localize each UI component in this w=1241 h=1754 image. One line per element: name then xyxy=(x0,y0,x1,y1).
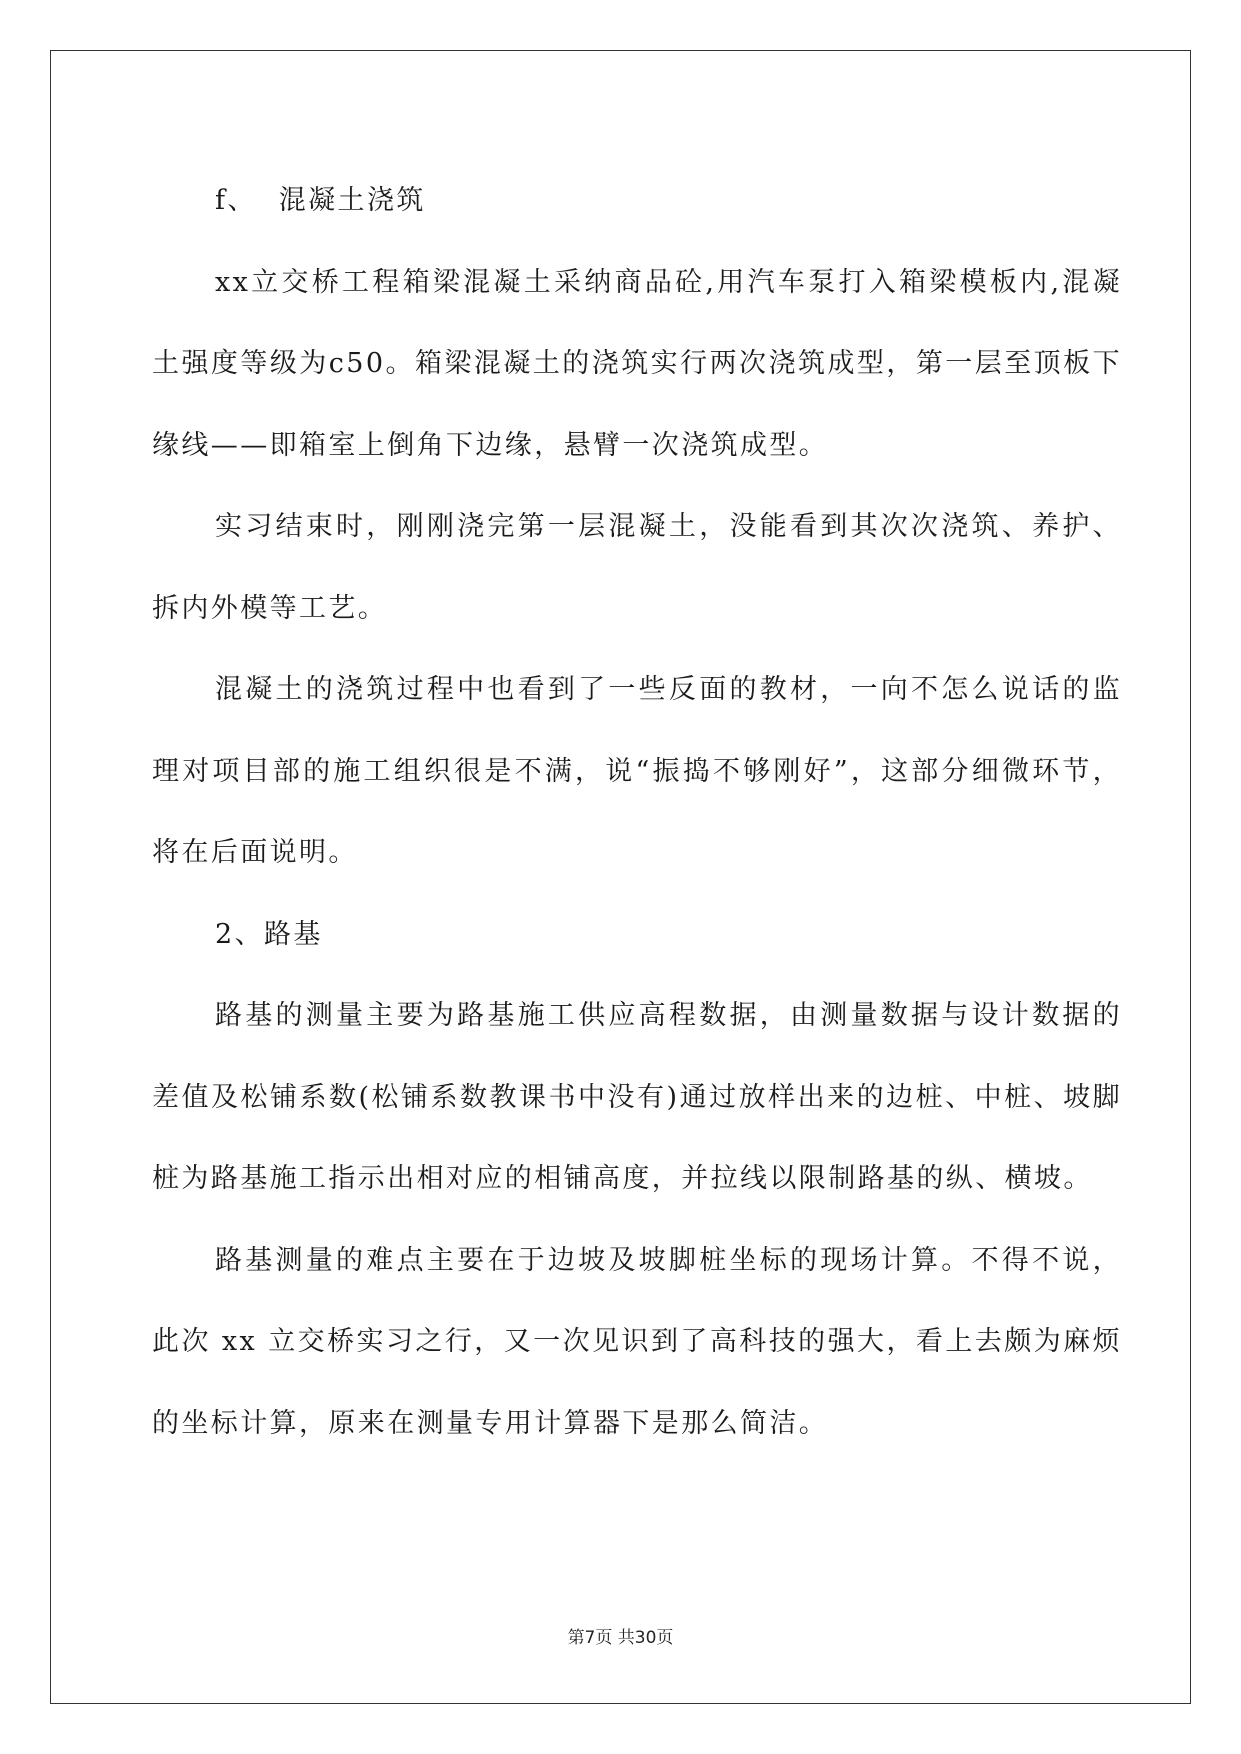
paragraph: 路基测量的难点主要在于边坡及坡脚桩坐标的现场计算。不得不说，此次 xx 立交桥实习之行，又一次见识到了高科技的强大，看上去颇为麻烦的坐标计算，原来在测量专用计算器下是那么简洁。 xyxy=(152,1244,1122,1439)
paragraph: xx立交桥工程箱梁混凝土采纳商品砼,用汽车泵打入箱梁模板内,混凝土强度等级为c50。箱梁混凝土的浇筑实行两次浇筑成型，第一层至顶板下缘线——即箱室上倒角下边缘，悬臂一次浇筑成型。 xyxy=(152,266,1122,461)
paragraph: 混凝土的浇筑过程中也看到了一些反面的教材，一向不怎么说话的监理对项目部的施工组织很是不满，说“振捣不够刚好”，这部分细微环节，将在后面说明。 xyxy=(152,674,1122,868)
section-heading-roadbed: 2、路基 xyxy=(215,918,323,950)
paragraph: 实习结束时，刚刚浇完第一层混凝土，没能看到其次次浇筑、养护、拆内外模等工艺。 xyxy=(152,511,1122,624)
page-number-footer: 第7页 共30页 xyxy=(567,1628,674,1648)
document-body xyxy=(152,160,1122,1464)
section-heading-concrete-pouring: f、 混凝土浇筑 xyxy=(215,185,426,216)
paragraph: 路基的测量主要为路基施工供应高程数据，由测量数据与设计数据的差值及松铺系数(松铺系数教课书中没有)通过放样出来的边桩、中桩、坡脚桩为路基施工指示出相对应的相铺高度，并拉线以限制路基的纵、横坡。 xyxy=(152,1000,1122,1194)
